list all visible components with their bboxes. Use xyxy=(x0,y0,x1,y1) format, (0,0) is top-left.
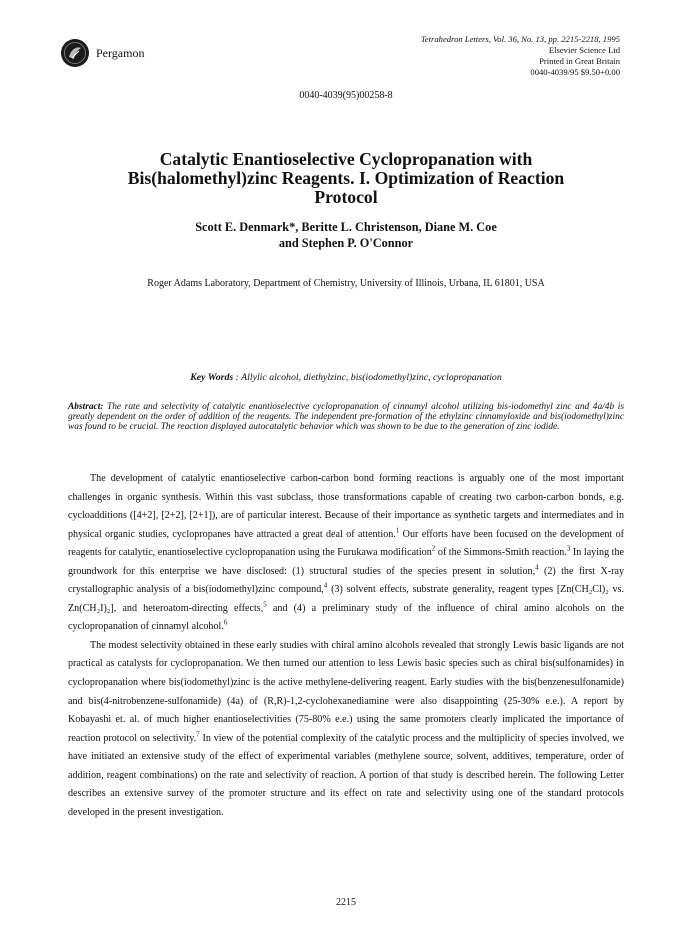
body-text xyxy=(68,470,624,822)
citation-1: 1 xyxy=(395,526,400,535)
keywords xyxy=(60,372,632,383)
title-line-1: Catalytic Enantioselective Cyclopropanation with xyxy=(159,149,533,169)
abstract-label: Abstract: xyxy=(68,402,104,412)
authors xyxy=(96,219,596,251)
authors-line-2: and Stephen P. O'Connor xyxy=(278,236,414,250)
citation-2: 2 xyxy=(431,544,436,553)
citation-4: 4 xyxy=(535,563,539,572)
paragraph-1: The development of catalytic enantioselective carbon-carbon bond forming reactions is arguably one of the most important challenges in organic synthesis. Within this vast subclass, those transformations capable of creating two carbon-carbon bonds, e.g. cycloadditions ([4+2], [2+2], [2+1]), are of particular interest. Because of their importance as synthetic targets and intermediates and in physical organic studies, cyclopropanes have attracted a great deal of attention.$^1$ Our efforts have been focused on the development of reagents for catalytic, enantioselective cyclopropanation using the Furukawa modification$^2$ of the Simmons-Smith reaction.$^3$ In laying the groundwork for this enterprise we have disclosed: (1) structural studies of the species present in solution,$^4$ (2) the first X-ray crystallographic analysis of a bis(iodomethyl)zinc compound,$^4$ (3) solvent effects, substrate generality, reagent types [Zn(CH₂Cl)₂ vs. Zn(CH₂I)₂], and heteroatom-directing effects,$^5$ and (4) a preliminary study of the influence of chiral amino alcohols on the cyclopropanation of cinnamyl alcohol.$^6$ xyxy=(68,473,624,633)
journal-line-3: Printed in Great Britain xyxy=(539,56,620,66)
paper-title xyxy=(70,150,622,207)
citation-3: 3 xyxy=(566,544,571,553)
journal-citation xyxy=(421,34,620,78)
citation-6: 6 xyxy=(223,619,228,628)
citation-5: 5 xyxy=(263,600,267,609)
citation-4b: 4 xyxy=(323,581,328,590)
title-line-2: Bis(halomethyl)zinc Reagents. I. Optimization of Reaction xyxy=(127,168,565,188)
publisher-logo-icon xyxy=(60,38,90,68)
journal-line-4: 0040-4039/95 $9.50+0.00 xyxy=(530,67,620,77)
affiliation: Roger Adams Laboratory, Department of Chemistry, University of Illinois, Urbana, IL 61801, USA xyxy=(147,278,545,289)
journal-line-2: Elsevier Science Ltd xyxy=(548,45,620,55)
abstract xyxy=(68,402,624,432)
paragraph-2: The modest selectivity obtained in these early studies with chiral amino alcohols revealed that strongly Lewis basic ligands are not practical as catalysts for cyclopropanation. We then turned our attention to less Lewis basic species such as chiral bis(sulfonamides) in cyclopropanation where bis(iodomethyl)zinc is the active methylene-delivering reagent. Early studies with the bis(benzenesulfonamide) and bis(4-nitrobenzene-sulfonamide) (4a) of (R,R)-1,2-cyclohexanediamine were also disappointing (25-30% e.e.). A report by Kobayashi et. al. of much higher enantioselectivities (75-80% e.e.) using the same promoters clearly implicated the importance of reaction protocol on selectivity.$^7$ In view of the potential complexity of the catalytic process and the multiplicity of species involved, we have initiated an extensive study of the effect of experimental variables (methylene source, solvent, additives, temperature, order of addition, reagent combinations) on the rate and selectivity of reaction. A portion of that study is described herein. The following Letter describes an extensive survey of the promoter structure and its effect on rate and selectivity using one of the standard protocols developed in the present investigation. xyxy=(68,639,624,818)
keywords-label: Key Words xyxy=(190,372,234,383)
doi: 0040-4039(95)00258-8 xyxy=(299,90,393,101)
publisher-name: Pergamon xyxy=(96,46,145,60)
citation-7: 7 xyxy=(196,730,200,739)
journal-line-1: Tetrahedron Letters, Vol. 36, No. 13, pp. 2215-2218, 1995 xyxy=(420,34,620,44)
authors-line-1: Scott E. Denmark*, Beritte L. Christenson, Diane M. Coe xyxy=(195,220,497,234)
page-header xyxy=(0,34,692,94)
abstract-text: The rate and selectivity of catalytic enantioselective cyclopropanation of cinnamyl alcohol utilizing bis-iodomethyl zinc and 4a/4b is greatly dependent on the order of addition of the reagents. The independent pre-formation of the ethylzinc cinnamyloxide and bis(iodomethyl)zinc was found to be crucial. The reaction displayed autocatalytic behavior which was shown to be due to the generation of zinc iodide. xyxy=(68,402,624,432)
keywords-text: : Allylic alcohol, diethylzinc, bis(iodomethyl)zinc, cyclopropanation xyxy=(233,372,502,383)
page-number: 2215 xyxy=(336,897,356,908)
title-line-3: Protocol xyxy=(314,187,378,207)
